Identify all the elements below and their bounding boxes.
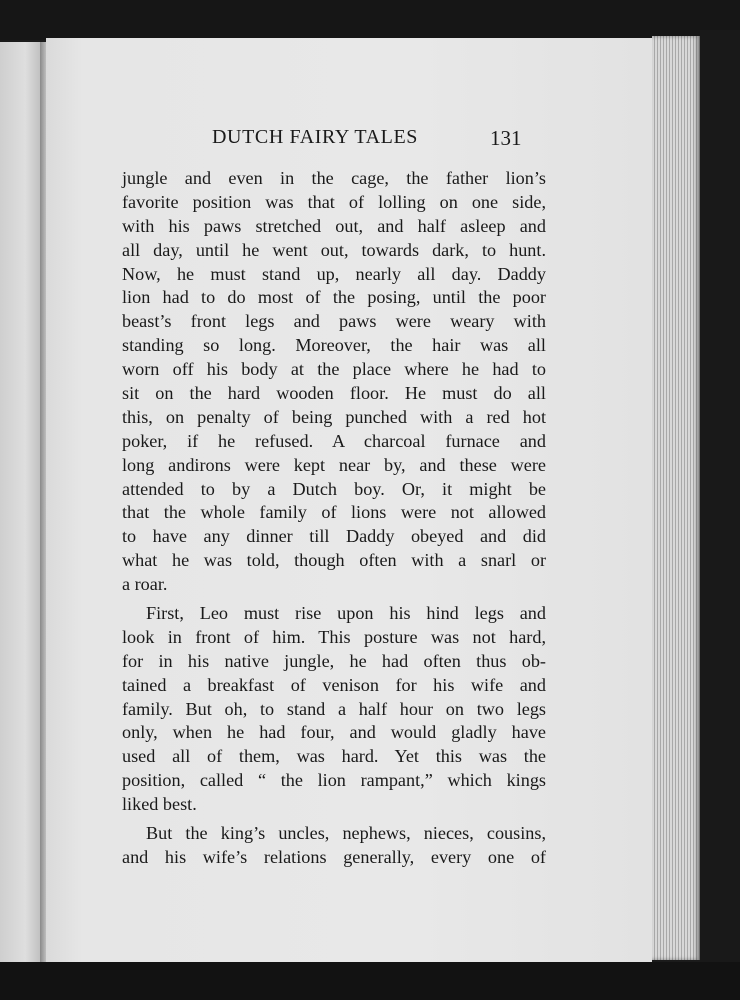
text-line: what he was told, though often with a snarl or [122, 550, 546, 571]
text-line: this, on penalty of being punched with a red hot [122, 406, 546, 427]
text-line: attended to by a Dutch boy. Or, it might be [122, 478, 546, 499]
text-line: used all of them, was hard. Yet this was the [122, 746, 546, 767]
text-line: sit on the hard wooden floor. He must do all [122, 383, 546, 404]
page-body-text [122, 167, 546, 870]
book-cover-bottom [0, 962, 740, 1000]
running-title: DUTCH FAIRY TALES [212, 126, 419, 148]
running-head [90, 126, 550, 154]
text-line: But the king’s uncles, nephews, nieces, cousins, [146, 823, 546, 844]
paragraph-2 [122, 602, 546, 817]
text-line: First, Leo must rise upon his hind legs and [146, 603, 546, 624]
facing-page-edge [0, 42, 42, 962]
text-line: family. But oh, to stand a half hour on two legs [122, 698, 546, 719]
text-line: look in front of him. This posture was not hard, [122, 626, 546, 647]
text-line: position, called “ the lion rampant,” which kings [122, 770, 546, 791]
book-cover-top [0, 0, 740, 40]
text-line: favorite position was that of lolling on one side, [122, 191, 546, 212]
text-line: to have any dinner till Daddy obeyed and did [122, 526, 546, 547]
page-block-edges [652, 36, 700, 960]
text-line: that the whole family of lions were not allowed [122, 502, 546, 523]
text-line: beast’s front legs and paws were weary with [122, 311, 546, 332]
paragraph-1 [122, 167, 546, 597]
text-line: poker, if he refused. A charcoal furnace and [122, 430, 546, 451]
text-line: long andirons were kept near by, and these were [122, 454, 546, 475]
text-line: worn off his body at the place where he had to [122, 359, 546, 380]
text-line: standing so long. Moreover, the hair was all [122, 335, 546, 356]
book-cover-right [700, 30, 740, 970]
text-line: and his wife’s relations generally, every one of [122, 846, 546, 867]
text-line: all day, until he went out, towards dark, to hunt. [122, 239, 546, 260]
text-line: only, when he had four, and would gladly have [122, 722, 546, 743]
text-line: for in his native jungle, he had often thus ob- [122, 650, 546, 671]
text-line: Now, he must stand up, nearly all day. Daddy [122, 263, 546, 284]
text-line: lion had to do most of the posing, until the poor [122, 287, 546, 308]
text-line: with his paws stretched out, and half asleep and [122, 215, 546, 236]
paragraph-3 [122, 822, 546, 870]
text-line: a roar. [122, 574, 168, 595]
text-line: tained a breakfast of venison for his wife and [122, 674, 546, 695]
text-line: liked best. [122, 794, 197, 815]
page-number: 131 [490, 126, 522, 150]
text-line: jungle and even in the cage, the father lion’s [122, 168, 546, 188]
